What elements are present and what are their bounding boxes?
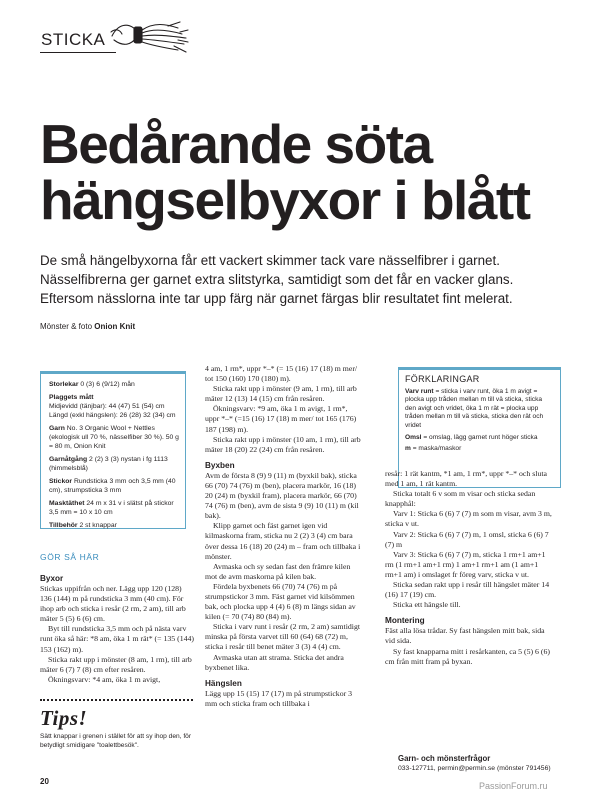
byxben-heading: Byxben [205, 460, 235, 470]
info-text: No. 3 Organic Wool + Nettles (ekologisk ull 70 %, nässelfiber 30 %). 50 g = 80 m, Onion Knit [49, 425, 179, 450]
instructions-heading: GÖR SÅ HÄR [40, 552, 100, 562]
paragraph: 4 am, 1 rm*, uppr *–* (= 15 (16) 17 (18) m mer/ tot 150 (160) 170 (180) m). [205, 364, 358, 384]
info-label: Storlekar [49, 381, 79, 388]
info-text: Midjevidd (tänjbar): 44 (47) 51 (54) cm Längd (exkl hängslen): 26 (28) 32 (34) cm [49, 403, 176, 419]
page-number: 20 [40, 777, 49, 786]
paragraph: Sticka i varv runt i resår (2 rm, 2 am) samtidigt minska på första varvet till 60 (64) 68 (72) m, sticka i resår till benet mäter 3 (3) 4 (4) cm. [205, 622, 361, 652]
dotted-divider [40, 699, 193, 701]
explanation-item [405, 388, 554, 431]
paragraph: Byt till rundsticka 3,5 mm och på nästa varv runt öka så här: *8 am, öka 1 m rät* (= 135 (144) 153 (162) m). [40, 624, 195, 654]
info-text: 2 (2) 3 (3) nystan i fg 1113 (himmelsblå) [49, 456, 168, 472]
explanations-title: FÖRKLARINGAR [405, 374, 480, 384]
montering-heading: Montering [385, 616, 425, 626]
explanation-term: Varv runt [405, 387, 434, 395]
paragraph: Avmaska och sy sedan fast den främre kilen mot de avm maskorna på kilen bak. [205, 561, 351, 581]
intro-line: Eftersom nässlorna inte tar upp färg när garnet färgas blir resultatet fint melerat. [40, 291, 513, 306]
credits-name: Onion Knit [94, 322, 136, 331]
paragraph: Sticka rakt upp i mönster (8 am, 1 rm), till arb mäter 6 (7) 7 (8) cm efter resåren. [40, 654, 192, 674]
info-label: Tillbehör [49, 522, 78, 529]
column-2-top [205, 364, 363, 709]
info-row [49, 521, 179, 530]
byxor-section [40, 573, 195, 685]
paragraph: Fäst alla lösa trådar. Sy fast hängslen mitt bak, sida vid sida. [385, 626, 545, 646]
info-label: Masktäthet [49, 500, 85, 507]
tips-title: Tips! [40, 706, 88, 730]
title-line: hängselbyxor i blått [40, 169, 530, 231]
info-row [49, 455, 179, 473]
intro-line: Nässelfibrerna ger garnet extra slitstyrka, samtidigt som det får en vacker glans. [40, 272, 514, 287]
paragraph: Avm de första 8 (9) 9 (11) m (byxkil bak), sticka 66 (70) 74 (76) m (ben), placera markör, 16 (18) 20 (24) m (byxkil fram), placera markör, 66 (70) 74 (76) m (ben), avm de sista 9 (9) 10 (11) m (kil bak). [205, 470, 359, 521]
info-row [49, 424, 179, 451]
info-label: Stickor [49, 478, 73, 485]
info-label: Garn [49, 425, 65, 432]
info-text: 24 m x 31 v i slätst på stickor 3,5 mm = 10 x 10 cm [49, 500, 174, 516]
contact-title: Garn- och mönsterfrågor [398, 754, 491, 763]
explanation-text: = maska/maskor [412, 445, 462, 453]
paragraph: Klipp garnet och fäst garnet igen vid kilmaskorna fram, sticka nu 2 (2) 3 (4) cm bara över dessa 16 (18) 20 (24) m – fram och tillbaka i mönster. [205, 521, 361, 561]
paragraph: Varv 2: Sticka 6 (6) 7 (7) m, 1 omsl, sticka 6 (6) 7 (7) m [385, 529, 549, 549]
info-row [49, 393, 179, 420]
paragraph: Sticka sedan rakt upp i resår till hängslet mäter 14 (16) 17 (19) cm. [385, 580, 550, 600]
tips-text: Sätt knappar i grenen i stället för att sy ihop den, för betydligt smidigare "toalettbesök". [40, 733, 192, 749]
info-row [49, 499, 179, 517]
explanation-item [405, 445, 554, 454]
hangslen-heading: Hängslen [205, 678, 242, 688]
explanation-item [405, 434, 554, 443]
info-row [49, 477, 179, 495]
paragraph: Ökningsvarv: *9 am, öka 1 m avigt, 1 rm*, uppr *–* (=15 (16) 17 (18) m mer/ tot 165 (176) 187 (198) m). [205, 404, 357, 434]
explanation-text: = sticka i varv runt, öka 1 m avigt = plocka upp tråden mellan m till vä sticka, sticka den avigt och vridet, öka 1 m rät = plocka upp tråden mellan m till vä sticka, sticka den rät och vridet [405, 387, 544, 429]
section-tag: STICKA [41, 30, 106, 49]
column-3 [385, 469, 555, 667]
watermark: PassionForum.ru [479, 781, 548, 791]
paragraph: resår: 1 rät kantm, *1 am, 1 rm*, uppr *–* och sluta med 1 am, 1 rät kantm. [385, 469, 547, 489]
explanation-term: Omsl [405, 433, 422, 441]
info-text: 0 (3) 6 (9/12) mån [80, 381, 135, 388]
credits [40, 322, 135, 331]
info-label: Garnåtgång [49, 456, 88, 463]
intro-paragraph [40, 251, 570, 308]
info-text: 2 st knappar [79, 522, 117, 529]
paragraph: Avmaska utan att strama. Sticka det andra byxbenet lika. [205, 652, 344, 672]
info-label: Plaggets mått [49, 394, 94, 401]
section-rule [40, 52, 116, 53]
credits-label: Mönster & foto [40, 322, 93, 331]
paragraph: Lägg upp 15 (15) 17 (17) m på strumpstickor 3 mm och sticka fram och tillbaka i [205, 688, 353, 708]
intro-line: De små hängelbyxorna får ett vackert skimmer tack vare nässelfibrer i garnet. [40, 253, 500, 268]
paragraph: Sticka ett hängsle till. [393, 600, 461, 610]
contact-text: 033-127711, permin@permin.se (mönster 791456) [398, 765, 551, 772]
info-row [49, 380, 179, 389]
paragraph: Varv 1: Sticka 6 (6) 7 (7) m som m visar, avm 3 m, sticka v ut. [385, 509, 552, 529]
explanation-term: m [405, 445, 411, 453]
paragraph: Sy fast knapparna mitt i resårkanten, ca 5 (5) 6 (6) cm från mitt fram på byxan. [385, 646, 550, 666]
paragraph: Sticka rakt upp i mönster (10 am, 1 rm), till arb mäter 18 (20) 22 (24) cm från resåren. [205, 434, 361, 454]
yarn-skein-icon [108, 16, 190, 56]
paragraph: Sticka rakt upp i mönster (9 am, 1 rm), till arb mäter 12 (13) 14 (15) cm från resåren. [205, 384, 357, 404]
article-title [40, 113, 570, 231]
paragraph: Fördela byxbenets 66 (70) 74 (76) m på strumpstickor 3 mm. Fäst garnet vid kilsömmen bak, och plocka upp 4 (4) 6 (8) m längs sidan av kilen (= 70 (74) 80 (84) m). [205, 581, 356, 622]
title-line: Bedårande söta [40, 113, 432, 175]
info-text: Rundsticka 3 mm och 3,5 mm (40 cm), strumpsticka 3 mm [49, 478, 176, 494]
explanation-text: = omslag, lägg garnet runt höger sticka [423, 433, 538, 441]
byxor-heading: Byxor [40, 574, 64, 583]
paragraph: Ökningsvarv: *4 am, öka 1 m avigt, [48, 674, 161, 684]
paragraph: Sticka totalt 6 v som m visar och sticka sedan knapphål: [385, 489, 536, 509]
paragraph: Varv 3: Sticka 6 (6) 7 (7) m, sticka 1 rm+1 am+1 rm (1 rm+1 am+1 rm) 1 am+1 rm+1 am (1 am+1 rm+1 am) i omslaget fr föreg varv, sticka v ut. [385, 549, 546, 579]
paragraph: Stickas uppifrån och ner. Lägg upp 120 (128) 136 (144) m på rundsticka 3 mm (40 cm). För ihop arb och sticka i resår (2 rm, 2 am), till arb mäter 5 (5) 6 (6) cm. [40, 584, 186, 624]
info-box [40, 371, 186, 529]
